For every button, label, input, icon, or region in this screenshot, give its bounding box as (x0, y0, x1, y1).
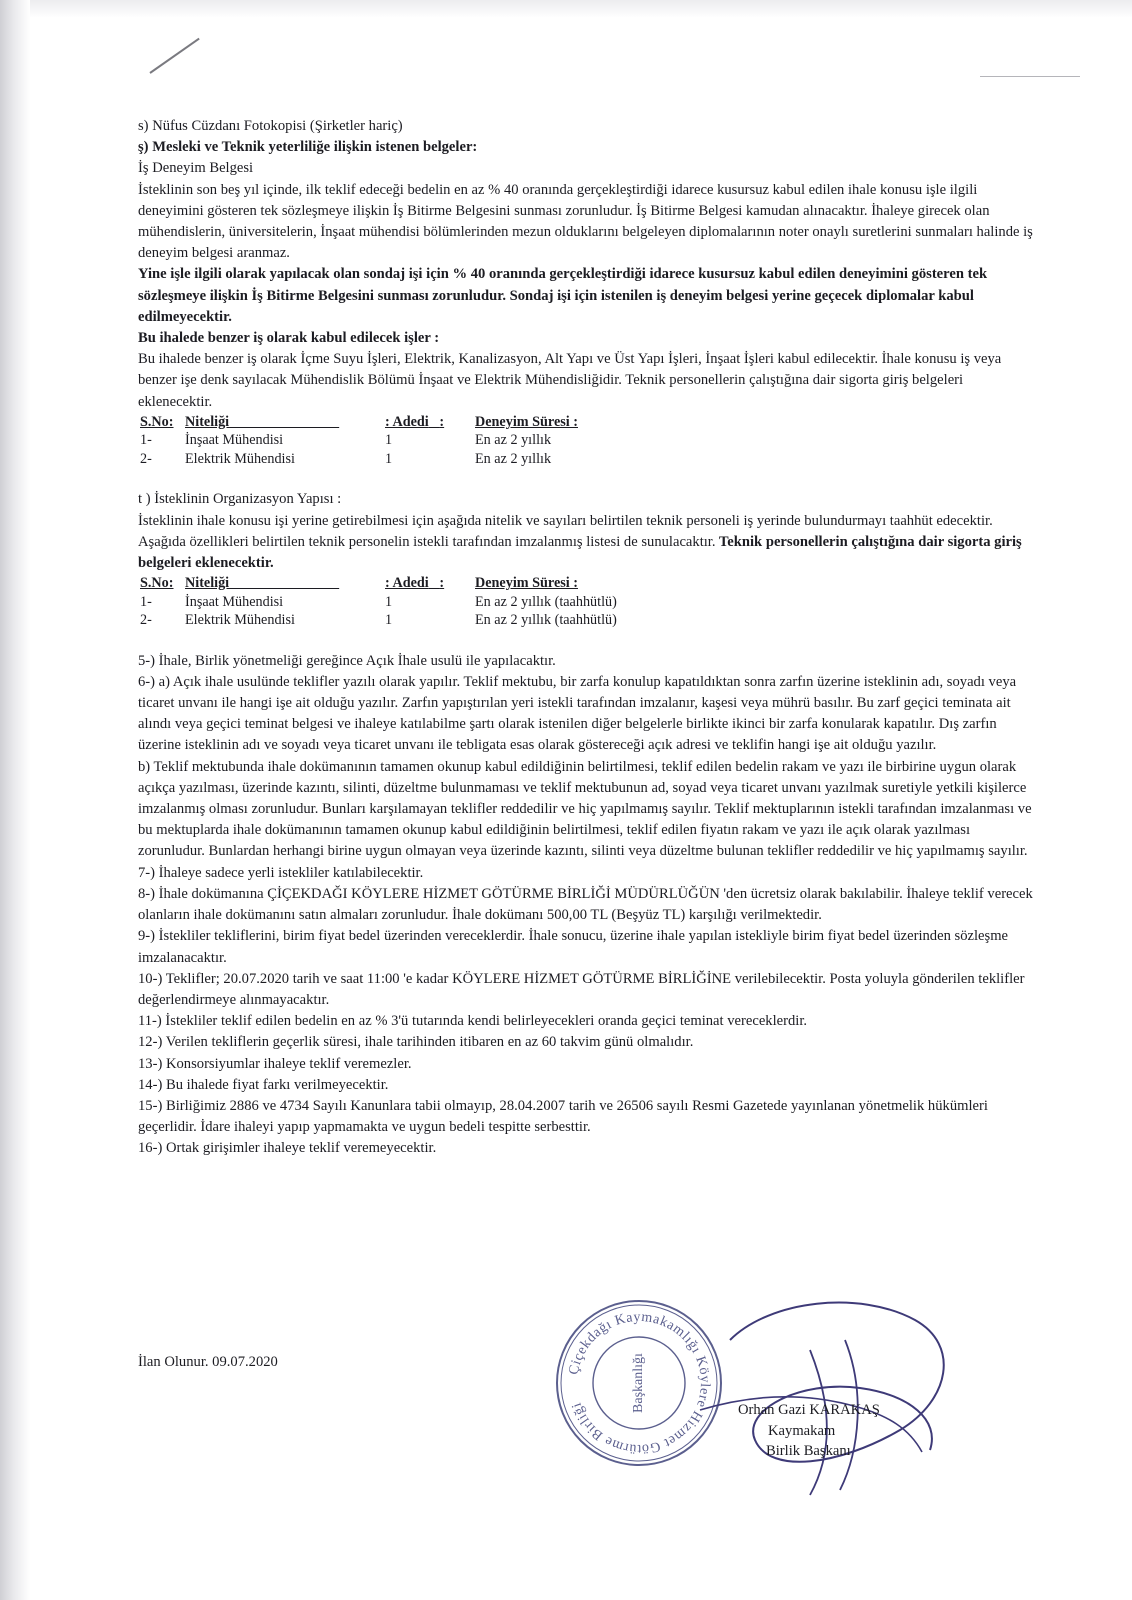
table-header (140, 413, 578, 432)
signer-title: Kaymakam (768, 1422, 836, 1439)
cell: Elektrik Mühendisi (185, 612, 295, 629)
cell: 1- (140, 432, 152, 449)
item-14: 14-) Bu ihalede fiyat farkı verilmeyecektir. (138, 1076, 389, 1093)
table-row (140, 450, 578, 469)
cell: İnşaat Mühendisi (185, 593, 284, 610)
item-9: 9-) İstekliler tekliflerini, birim fiyat bedel üzerinden vereceklerdir. İhale sonucu, üzerine ihale yapılan istekliyle birim fiyat bedel üzerinden sözleşme imzalanacaktır. (138, 928, 1009, 966)
item-8: 8-) İhale dokümanına ÇİÇEKDAĞI KÖYLERE HİZMET GÖTÜRME BİRLİĞİ MÜDÜRLÜĞÜN 'den ücretsiz olarak bakılabilir. İhaleye teklif verecek olanların ihale dokümanını satın almaları zorunludur. İhale dokümanı 500,00 TL (Beşyüz TL) karşılığı verilmektedir. (138, 885, 1033, 924)
document-body (138, 116, 1038, 1160)
scan-line (980, 76, 1080, 77)
experience-paragraph: İsteklinin son beş yıl içinde, ilk teklif edeceği bedelin en az % 40 oranında gerçekleştirdiği idarece kusursuz kabul edilen ihale konusu işle ilgili deneyimini gösteren tek sözleşmeye ilişkin İş Bitirme Belgesini sunması zorunludur. İş Bitirme Belgesi kamudan alınacaktır. İhaleye girecek olan mühendislerin, üniversitelerin, İnşaat mühendisi bölümlerinden mezun olduklarını belgeleyen diplomalarının noter onaylı suretlerini sunmaları halinde iş deneyim belgesi aranmaz. (138, 181, 1033, 262)
item-5: 5-) İhale, Birlik yönetmeliği gereğince Açık İhale usulü ile yapılacaktır. (138, 652, 556, 669)
cell: En az 2 yıllık (taahhütlü) (475, 612, 617, 629)
cell: 1 (385, 450, 393, 467)
col-sure: Deneyim Süresi : (475, 413, 578, 430)
work-experience-heading: İş Deneyim Belgesi (138, 160, 254, 177)
col-sure: Deneyim Süresi : (475, 575, 578, 592)
signer-name: Orhan Gazi KARAKAŞ (738, 1402, 880, 1418)
cell: İnşaat Mühendisi (185, 432, 284, 449)
signer-block (738, 1400, 880, 1462)
signature (660, 1280, 1000, 1510)
cell: En az 2 yıllık (taahhütlü) (475, 593, 617, 610)
scan-shadow (30, 0, 1132, 18)
cell: 1- (140, 593, 152, 610)
scan-edge (0, 0, 30, 1600)
table-row (140, 431, 578, 450)
item-11: 11-) İstekliler teklif edilen bedelin en az % 3'ü tutarında kendi belirleyecekleri oranda geçici teminat vereceklerdir. (138, 1013, 808, 1030)
table-row (140, 593, 617, 612)
announcement-date: İlan Olunur. 09.07.2020 (138, 1354, 278, 1370)
col-sno: S.No: (140, 575, 174, 592)
item-6b: b) Teklif mektubunda ihale dokümanının tamamen okunup kabul edildiğinin belirtilmesi, teklif edilen bedelin rakam ve yazı ile birbirine uygun olarak açıkça yazılması, üzerinde kazıntı, silinti, düzeltme bulunmaması ve teklif mektubunun ad, soyad veya ticaret unvanı yazılmak suretiyle yetkili kişilerce imzalanmış olması zorunludur. Bunları karşılamayan teklifler reddedilir ve hiç yapılmamış sayılır. Teklif mektuplarının istekli tarafından imzalanması ve bu mektuplarda ihale dokümanının tamamen okunup kabul edildiğinin belirtilmesi, teklif edilen fiyatın rakam ve yazı ile açık olarak yazılması zorunludur. Bunlardan herhangi birine uygun olmayan veya üzerinde kazıntı, silinti veya düzeltme bulunan teklifler reddedilir ve hiç yapılmamış sayılır. (138, 758, 1032, 860)
item-13: 13-) Konsorsiyumlar ihaleye teklif veremezler. (138, 1055, 412, 1072)
col-sno: S.No: (140, 413, 174, 430)
item-7: 7-) İhaleye sadece yerli istekliler katılabilecektir. (138, 864, 424, 881)
col-nitelik: Niteliği (185, 413, 230, 430)
item-12: 12-) Verilen tekliflerin geçerlik süresi, ihale tarihinden itibaren en az 60 takvim günü olmalıdır. (138, 1034, 694, 1051)
item-15: 15-) Birliğimiz 2886 ve 4734 Sayılı Kanunlara tabii olmayıp, 28.04.2007 tarih ve 26506 sayılı Resmi Gazetede yayınlanan yönetmelik hükümleri geçerlidir. İdare ihaleyi yapıp yapmamakta ve uygun bedeli tespitte serbesttir. (138, 1097, 988, 1136)
cell: Elektrik Mühendisi (185, 450, 295, 467)
cell: 1 (385, 432, 393, 449)
personnel-table-1 (140, 413, 578, 469)
seal-outer-text: Çiçekdağı Kaymakamlığı Köylere Hizmet Götürme Birliği (566, 1309, 713, 1457)
signer-role: Birlik Başkanı (766, 1443, 851, 1459)
col-adet: : Adedi : (385, 413, 445, 430)
cell: 1 (385, 612, 393, 629)
similar-works-paragraph: Bu ihalede benzer iş olarak İçme Suyu İşleri, Elektrik, Kanalizasyon, Alt Yapı ve Üst Yapı İşleri, İnşaat İşleri kabul edilecektir. İhale konusu iş veya benzer işe denk sayılacak Mühendislik Bölümü İnşaat ve Elektrik Mühendisliğidir. Teknik personellerin çalıştığına dair sigorta giriş belgeleri eklenecektir. (138, 351, 1002, 410)
cell: En az 2 yıllık (475, 450, 552, 467)
col-nitelik: Niteliği (185, 575, 230, 592)
organization-paragraph: İsteklinin ihale konusu işi yerine getirebilmesi için aşağıda nitelik ve sayıları belirtilen teknik personeli iş yerinde bulundurmayı taahhüt edecektir. Aşağıda özellikleri belirtilen teknik personelin istekli tarafından imzalanmış listesi de sunulacaktır. Teknik personellerin çalıştığına dair sigorta giriş belgeleri eklenecektir. (138, 512, 1022, 571)
item-16: 16-) Ortak girişimler ihaleye teklif veremeyecektir. (138, 1140, 437, 1157)
table-row (140, 611, 617, 630)
cell: En az 2 yıllık (475, 432, 552, 449)
personnel-table-2 (140, 574, 617, 630)
item-sh-heading: ş) Mesleki ve Teknik yeterliliğe ilişkin istenen belgeler: (138, 139, 478, 156)
item-10: 10-) Teklifler; 20.07.2020 tarih ve saat 11:00 'e kadar KÖYLERE HİZMET GÖTÜRME BİRLİĞİNE verilebilecektir. Posta yoluyla gönderilen teklifler değerlendirmeye alınmayacaktır. (138, 970, 1025, 1008)
item-s: s) Nüfus Cüzdanı Fotokopisi (Şirketler hariç) (138, 118, 403, 134)
table-header (140, 574, 617, 593)
cell: 2- (140, 612, 152, 629)
cell: 2- (140, 450, 152, 467)
col-adet: : Adedi : (385, 575, 445, 592)
pen-mark (149, 38, 199, 74)
organization-heading: t ) İsteklinin Organizasyon Yapısı : (138, 491, 342, 508)
similar-works-heading: Bu ihalede benzer iş olarak kabul edilecek işler : (138, 330, 440, 347)
cell: 1 (385, 593, 393, 610)
drilling-paragraph: Yine işle ilgili olarak yapılacak olan sondaj işi için % 40 oranında gerçekleştirdiği idarece kusursuz kabul edilen deneyimini gösteren tek sözleşmeye ilişkin İş Bitirme Belgesini sunması zorunludur. Sondaj işi için istenilen iş deneyim belgesi yerine geçecek diplomalar kabul edilmeyecektir. (138, 266, 988, 325)
item-6a: 6-) a) Açık ihale usulünde teklifler yazılı olarak yapılır. Teklif mektubu, bir zarfa konulup kapatıldıktan sonra zarfın üzerine isteklinin adı, soyadı veya ticaret unvanı ile hangi işe ait olduğu yazılır. Zarfın yapıştırılan yeri istekli tarafından imzalanır, kaşesi veya mührü basılır. Bu zarf geçici teminata ait alındı veya geçici teminat belgesi ve ihaleye katılabilme şartı olarak istenilen diğer belgelerle birlikte ikinci bir zarfa konularak kapatılır. Dış zarfın üzerine isteklinin adı ve soyadı veya ticaret unvanı ile tebligata esas olarak göstereceği açık adresi ve teklifin hangi işe ait olduğu yazılır. (138, 673, 1017, 754)
seal-center-text: Başkanlığı (631, 1353, 647, 1413)
